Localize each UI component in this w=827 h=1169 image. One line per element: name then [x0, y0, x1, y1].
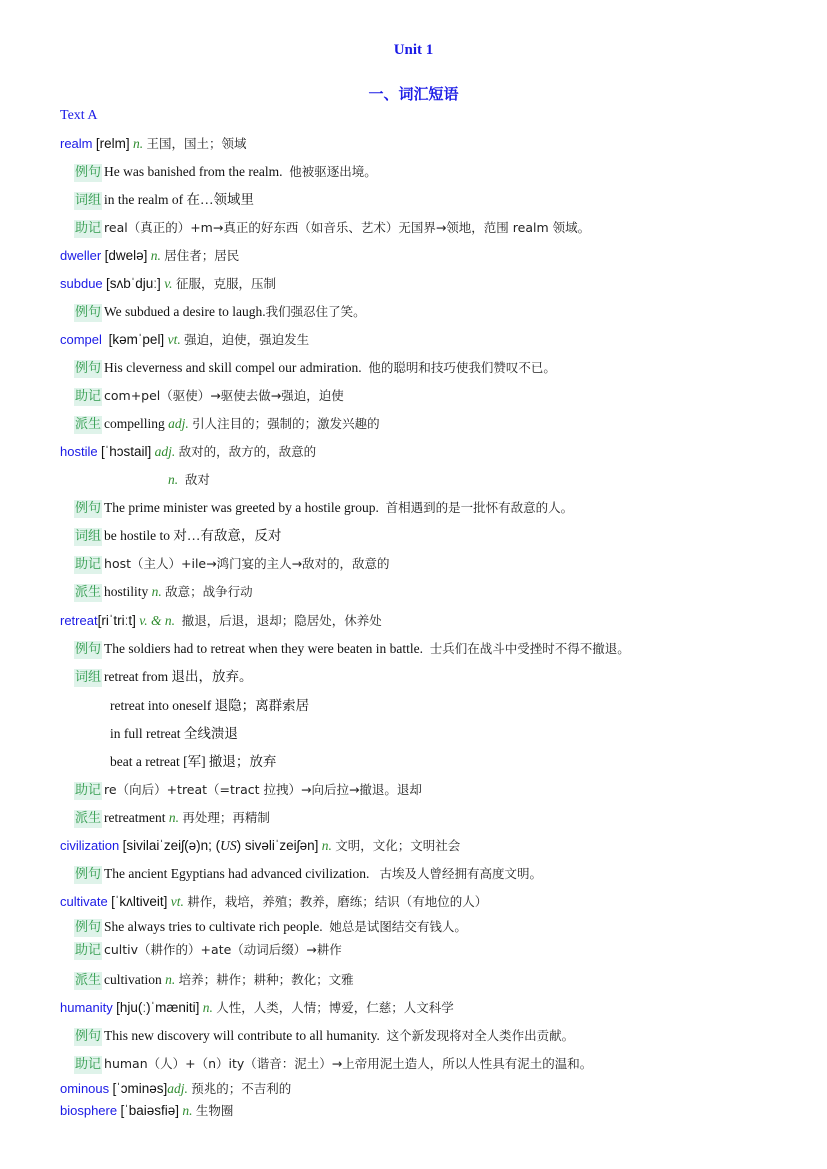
entry-compel	[60, 331, 309, 349]
example-line: 例句 The ancient Egyptians had advanced civilization. 古埃及人曾经拥有高度文明。	[75, 866, 543, 882]
headword: retreat	[60, 613, 98, 628]
example-tag: 例句	[75, 165, 102, 180]
meaning: 敌对的，敌方的，敌意的	[178, 444, 317, 459]
phrase-line: beat a retreat [军] 撤退；放弃	[110, 754, 277, 769]
derivative-tag: 派生	[75, 973, 102, 988]
part-of-speech: n.	[133, 136, 144, 151]
example-line: 例句 He was banished from the realm. 他被驱逐出境。	[75, 164, 377, 180]
meaning: 王国，国土；领域	[146, 136, 247, 151]
meaning: 居住者；居民	[164, 248, 240, 263]
example-line: 例句 His cleverness and skill compel our admiration. 他的聪明和技巧使我们赞叹不已。	[75, 360, 556, 376]
part-of-speech: n.	[150, 248, 161, 263]
headword: subdue	[60, 276, 103, 291]
example-tag: 例句	[75, 361, 102, 376]
meaning: 撤退，后退，退却；隐居处，休养处	[181, 613, 382, 628]
headword: ominous	[60, 1081, 110, 1096]
mnemonic-line: 助记 cultiv（耕作的）+ate（动词后缀）→耕作	[75, 942, 342, 958]
phrase-line: 词组 retreat from 退出，放弃。	[75, 669, 253, 685]
entry-civilization	[60, 837, 460, 855]
headword: cultivate	[60, 894, 108, 909]
phrase-line: in full retreat 全线溃退	[110, 726, 238, 741]
mnemonic-tag: 助记	[75, 221, 102, 236]
phonetic: [ˈɔminəs]	[112, 1081, 168, 1096]
phonetic: [hju(ː)ˈmæniti]	[116, 1000, 200, 1015]
mnemonic-line: 助记 host（主人）+ile→鸿门宴的主人→敌对的，敌意的	[75, 556, 390, 572]
derivative-line: 派生 cultivation n. 培养；耕作；耕种；教化；文雅	[75, 972, 354, 988]
phonetic: [sivilaiˈzeiʃ(ə)n; (US) sivəliˈzeiʃən]	[122, 838, 319, 853]
example-line: 例句 She always tries to cultivate rich people. 她总是试图结交有钱人。	[75, 919, 467, 935]
phonetic: [kəmˈpel]	[108, 332, 165, 347]
derivative-tag: 派生	[75, 811, 102, 826]
mnemonic-line: 助记 real（真正的）+m→真正的好东西（如音乐、艺术）无国界→领地，范围 realm 领域。	[75, 220, 591, 236]
meaning: 生物圈	[195, 1103, 234, 1118]
example-tag: 例句	[75, 920, 102, 935]
part-of-speech: vt.	[170, 894, 184, 909]
part-of-speech: n.	[321, 838, 332, 853]
example-tag: 例句	[75, 1029, 102, 1044]
mnemonic-tag: 助记	[75, 557, 102, 572]
phonetic: [riˈtriːt]	[97, 613, 136, 628]
meaning: 耕作，栽培，养殖；教养，磨练；结识（有地位的人）	[187, 894, 488, 909]
entry-biosphere	[60, 1102, 233, 1120]
entry-ominous	[60, 1080, 291, 1098]
headword: dweller	[60, 248, 102, 263]
meaning: 文明，文化；文明社会	[335, 838, 461, 853]
headword: civilization	[60, 838, 120, 853]
phonetic: [ˈkʌltiveit]	[111, 894, 168, 909]
mnemonic-line: 助记 human（人）+（n）ity（谐音：泥土）→上帝用泥土造人，所以人性具有泥土的温和。	[75, 1056, 593, 1072]
meaning: 强迫，迫使，强迫发生	[184, 332, 310, 347]
entry-subdue	[60, 275, 276, 293]
entry-retreat	[60, 612, 382, 630]
phrase-line: 词组 in the realm of 在…领域里	[75, 192, 254, 208]
phrase-line: retreat into oneself 退隐；离群索居	[110, 698, 310, 713]
example-tag: 例句	[75, 867, 102, 882]
mnemonic-tag: 助记	[75, 783, 102, 798]
entry-hostile-sense2: n. 敌对	[168, 472, 210, 487]
headword: compel	[60, 332, 102, 347]
example-tag: 例句	[75, 642, 102, 657]
headword: humanity	[60, 1000, 113, 1015]
mnemonic-tag: 助记	[75, 1057, 102, 1072]
phonetic: [sʌbˈdjuː]	[106, 276, 161, 291]
mnemonic-line: 助记 re（向后）+treat（=tract 拉拽）→向后拉→撤退。退却	[75, 782, 422, 798]
mnemonic-tag: 助记	[75, 943, 102, 958]
example-line: 例句 The soldiers had to retreat when they were beaten in battle. 士兵们在战斗中受挫时不得不撤退。	[75, 641, 630, 657]
headword: biosphere	[60, 1103, 118, 1118]
mnemonic-line: 助记 com+pel（驱使）→驱使去做→强迫，迫使	[75, 388, 344, 404]
phonetic: [ˈhɔstail]	[100, 444, 152, 459]
part-of-speech: v. & n.	[139, 613, 175, 628]
example-tag: 例句	[75, 305, 102, 320]
example-tag: 例句	[75, 501, 102, 516]
part-of-speech: v.	[164, 276, 173, 291]
meaning: 预兆的；不吉利的	[191, 1081, 292, 1096]
unit-title: Unit 1	[393, 42, 434, 58]
phrase-tag: 词组	[75, 529, 102, 544]
mnemonic-tag: 助记	[75, 389, 102, 404]
meaning: 征服，克服，压制	[175, 276, 276, 291]
entry-dweller	[60, 247, 239, 265]
phonetic: [ˈbaiəsfiə]	[120, 1103, 180, 1118]
part-of-speech: adj.	[167, 1081, 188, 1096]
part-of-speech: vt.	[167, 332, 181, 347]
phonetic: [dwelə]	[104, 248, 148, 263]
part-of-speech: n.	[202, 1000, 213, 1015]
entry-realm	[60, 135, 247, 153]
part-of-speech: adj.	[154, 444, 176, 459]
entry-hostile	[60, 443, 316, 461]
meaning: 人性，人类，人情；博爱，仁慈；人文科学	[216, 1000, 454, 1015]
headword: realm	[60, 136, 93, 151]
part-of-speech: n.	[182, 1103, 193, 1118]
phrase-line: 词组 be hostile to 对…有敌意，反对	[75, 528, 282, 544]
entry-humanity	[60, 999, 454, 1017]
derivative-tag: 派生	[75, 585, 102, 600]
headword: hostile	[60, 444, 98, 459]
derivative-line: 派生 retreatment n. 再处理；再精制	[75, 810, 270, 826]
phrase-tag: 词组	[75, 193, 102, 208]
text-label: Text A	[60, 108, 98, 123]
derivative-line: 派生 compelling adj. 引人注目的；强制的；激发兴趣的	[75, 416, 380, 432]
example-line: 例句 We subdued a desire to laugh.我们强忍住了笑。	[75, 304, 366, 320]
phrase-tag: 词组	[75, 670, 102, 685]
derivative-line: 派生 hostility n. 敌意；战争行动	[75, 584, 253, 600]
derivative-tag: 派生	[75, 417, 102, 432]
example-line: 例句 The prime minister was greeted by a hostile group. 首相遇到的是一批怀有敌意的人。	[75, 500, 574, 516]
example-line: 例句 This new discovery will contribute to all humanity. 这个新发现将对全人类作出贡献。	[75, 1028, 575, 1044]
entry-cultivate	[60, 893, 487, 911]
phonetic: [relm]	[95, 136, 130, 151]
section-title: 一、词汇短语	[368, 85, 459, 103]
